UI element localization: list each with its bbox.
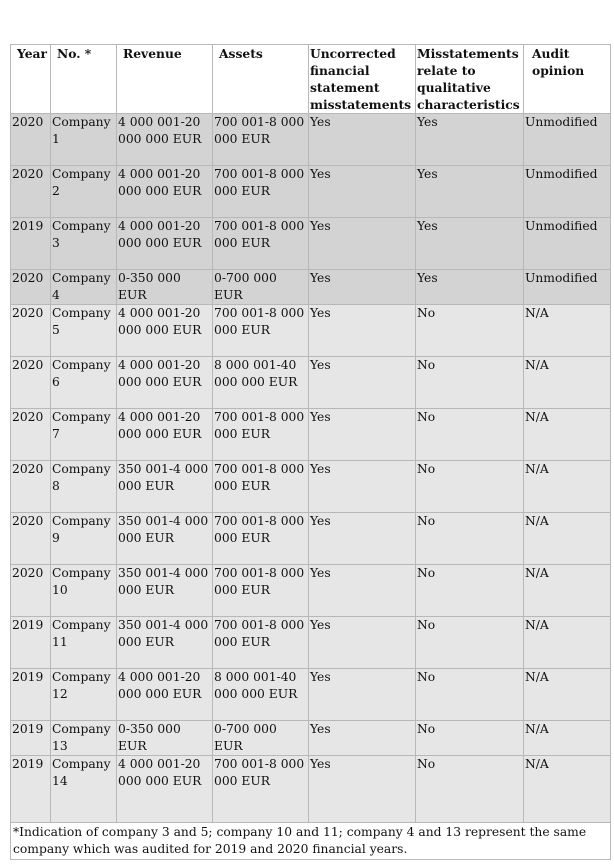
- cell-qualitative: No: [416, 565, 524, 617]
- table-row: [11, 357, 611, 409]
- cell-opinion: N/A: [524, 565, 611, 617]
- misstatements-table: [10, 44, 611, 860]
- cell-uncorrected: Yes: [309, 565, 416, 617]
- cell-company: Company 10: [51, 565, 117, 617]
- cell-company: Company 9: [51, 513, 117, 565]
- cell-opinion: N/A: [524, 461, 611, 513]
- cell-year: 2020: [11, 513, 51, 565]
- cell-assets: 700 001-8 000 000 EUR: [213, 565, 309, 617]
- cell-assets: 8 000 001-40 000 000 EUR: [213, 357, 309, 409]
- cell-revenue: 4 000 001-20 000 000 EUR: [117, 756, 213, 823]
- cell-revenue: 4 000 001-20 000 000 EUR: [117, 357, 213, 409]
- cell-assets: 700 001-8 000 000 EUR: [213, 617, 309, 669]
- cell-opinion: Unmodified: [524, 218, 611, 270]
- cell-qualitative: No: [416, 461, 524, 513]
- cell-uncorrected: Yes: [309, 617, 416, 669]
- table-row: [11, 756, 611, 823]
- cell-revenue: 4 000 001-20 000 000 EUR: [117, 409, 213, 461]
- cell-opinion: Unmodified: [524, 166, 611, 218]
- cell-uncorrected: Yes: [309, 305, 416, 357]
- cell-uncorrected: Yes: [309, 513, 416, 565]
- footnote-row: [11, 823, 611, 860]
- cell-qualitative: No: [416, 357, 524, 409]
- cell-year: 2020: [11, 114, 51, 166]
- cell-company: Company 3: [51, 218, 117, 270]
- cell-company: Company 6: [51, 357, 117, 409]
- cell-assets: 700 001-8 000 000 EUR: [213, 756, 309, 823]
- cell-uncorrected: Yes: [309, 721, 416, 756]
- header-audit-opinion: Audit opinion: [524, 45, 611, 114]
- cell-opinion: N/A: [524, 721, 611, 756]
- cell-assets: 700 001-8 000 000 EUR: [213, 513, 309, 565]
- cell-uncorrected: Yes: [309, 756, 416, 823]
- cell-year: 2020: [11, 270, 51, 305]
- header-assets: Assets: [213, 45, 309, 114]
- cell-company: Company 13: [51, 721, 117, 756]
- cell-company: Company 12: [51, 669, 117, 721]
- header-qualitative-characteristics: Misstatements relate to qualitative characteristics: [416, 45, 524, 114]
- cell-opinion: N/A: [524, 409, 611, 461]
- cell-qualitative: No: [416, 409, 524, 461]
- cell-revenue: 0-350 000 EUR: [117, 721, 213, 756]
- cell-uncorrected: Yes: [309, 270, 416, 305]
- table-row: [11, 617, 611, 669]
- cell-revenue: 350 001-4 000 000 EUR: [117, 513, 213, 565]
- cell-uncorrected: Yes: [309, 409, 416, 461]
- cell-year: 2019: [11, 756, 51, 823]
- cell-uncorrected: Yes: [309, 166, 416, 218]
- cell-year: 2020: [11, 305, 51, 357]
- cell-assets: 700 001-8 000 000 EUR: [213, 166, 309, 218]
- table-row: [11, 565, 611, 617]
- cell-assets: 0-700 000 EUR: [213, 270, 309, 305]
- cell-revenue: 4 000 001-20 000 000 EUR: [117, 305, 213, 357]
- table-footnote: *Indication of company 3 and 5; company 10 and 11; company 4 and 13 represent the same company which was audited for 2019 and 2020 financial years.: [11, 823, 611, 860]
- cell-year: 2020: [11, 565, 51, 617]
- table-row: [11, 218, 611, 270]
- cell-opinion: Unmodified: [524, 270, 611, 305]
- cell-qualitative: No: [416, 617, 524, 669]
- cell-revenue: 350 001-4 000 000 EUR: [117, 617, 213, 669]
- cell-uncorrected: Yes: [309, 669, 416, 721]
- cell-year: 2020: [11, 409, 51, 461]
- cell-year: 2019: [11, 669, 51, 721]
- cell-company: Company 4: [51, 270, 117, 305]
- cell-opinion: N/A: [524, 756, 611, 823]
- cell-revenue: 0-350 000 EUR: [117, 270, 213, 305]
- cell-qualitative: Yes: [416, 114, 524, 166]
- cell-assets: 700 001-8 000 000 EUR: [213, 114, 309, 166]
- cell-company: Company 5: [51, 305, 117, 357]
- cell-company: Company 14: [51, 756, 117, 823]
- cell-year: 2019: [11, 617, 51, 669]
- cell-uncorrected: Yes: [309, 357, 416, 409]
- misstatements-table-container: [10, 44, 610, 860]
- cell-qualitative: Yes: [416, 270, 524, 305]
- table-row: [11, 513, 611, 565]
- cell-year: 2020: [11, 166, 51, 218]
- cell-company: Company 2: [51, 166, 117, 218]
- cell-revenue: 4 000 001-20 000 000 EUR: [117, 669, 213, 721]
- table-row: [11, 305, 611, 357]
- cell-opinion: N/A: [524, 357, 611, 409]
- cell-revenue: 350 001-4 000 000 EUR: [117, 461, 213, 513]
- cell-opinion: N/A: [524, 669, 611, 721]
- cell-revenue: 350 001-4 000 000 EUR: [117, 565, 213, 617]
- cell-revenue: 4 000 001-20 000 000 EUR: [117, 166, 213, 218]
- cell-qualitative: Yes: [416, 166, 524, 218]
- table-row: [11, 409, 611, 461]
- cell-assets: 8 000 001-40 000 000 EUR: [213, 669, 309, 721]
- table-row: [11, 166, 611, 218]
- header-no: No. *: [51, 45, 117, 114]
- header-uncorrected-misstatements: Uncorrected financial statement misstatements: [309, 45, 416, 114]
- header-row: [11, 45, 611, 114]
- cell-qualitative: No: [416, 721, 524, 756]
- cell-revenue: 4 000 001-20 000 000 EUR: [117, 114, 213, 166]
- cell-qualitative: No: [416, 305, 524, 357]
- cell-assets: 0-700 000 EUR: [213, 721, 309, 756]
- cell-uncorrected: Yes: [309, 114, 416, 166]
- table-row: [11, 461, 611, 513]
- table-row: [11, 721, 611, 756]
- cell-uncorrected: Yes: [309, 461, 416, 513]
- cell-year: 2019: [11, 721, 51, 756]
- cell-assets: 700 001-8 000 000 EUR: [213, 409, 309, 461]
- cell-assets: 700 001-8 000 000 EUR: [213, 461, 309, 513]
- cell-year: 2020: [11, 461, 51, 513]
- cell-opinion: N/A: [524, 513, 611, 565]
- cell-qualitative: No: [416, 756, 524, 823]
- cell-opinion: N/A: [524, 305, 611, 357]
- cell-company: Company 7: [51, 409, 117, 461]
- cell-revenue: 4 000 001-20 000 000 EUR: [117, 218, 213, 270]
- cell-company: Company 8: [51, 461, 117, 513]
- cell-assets: 700 001-8 000 000 EUR: [213, 218, 309, 270]
- cell-qualitative: No: [416, 669, 524, 721]
- cell-opinion: N/A: [524, 617, 611, 669]
- cell-qualitative: Yes: [416, 218, 524, 270]
- cell-company: Company 11: [51, 617, 117, 669]
- table-row: [11, 270, 611, 305]
- cell-uncorrected: Yes: [309, 218, 416, 270]
- cell-assets: 700 001-8 000 000 EUR: [213, 305, 309, 357]
- cell-qualitative: No: [416, 513, 524, 565]
- header-year: Year: [11, 45, 51, 114]
- cell-year: 2019: [11, 218, 51, 270]
- cell-company: Company 1: [51, 114, 117, 166]
- header-revenue: Revenue: [117, 45, 213, 114]
- cell-year: 2020: [11, 357, 51, 409]
- table-row: [11, 114, 611, 166]
- cell-opinion: Unmodified: [524, 114, 611, 166]
- table-row: [11, 669, 611, 721]
